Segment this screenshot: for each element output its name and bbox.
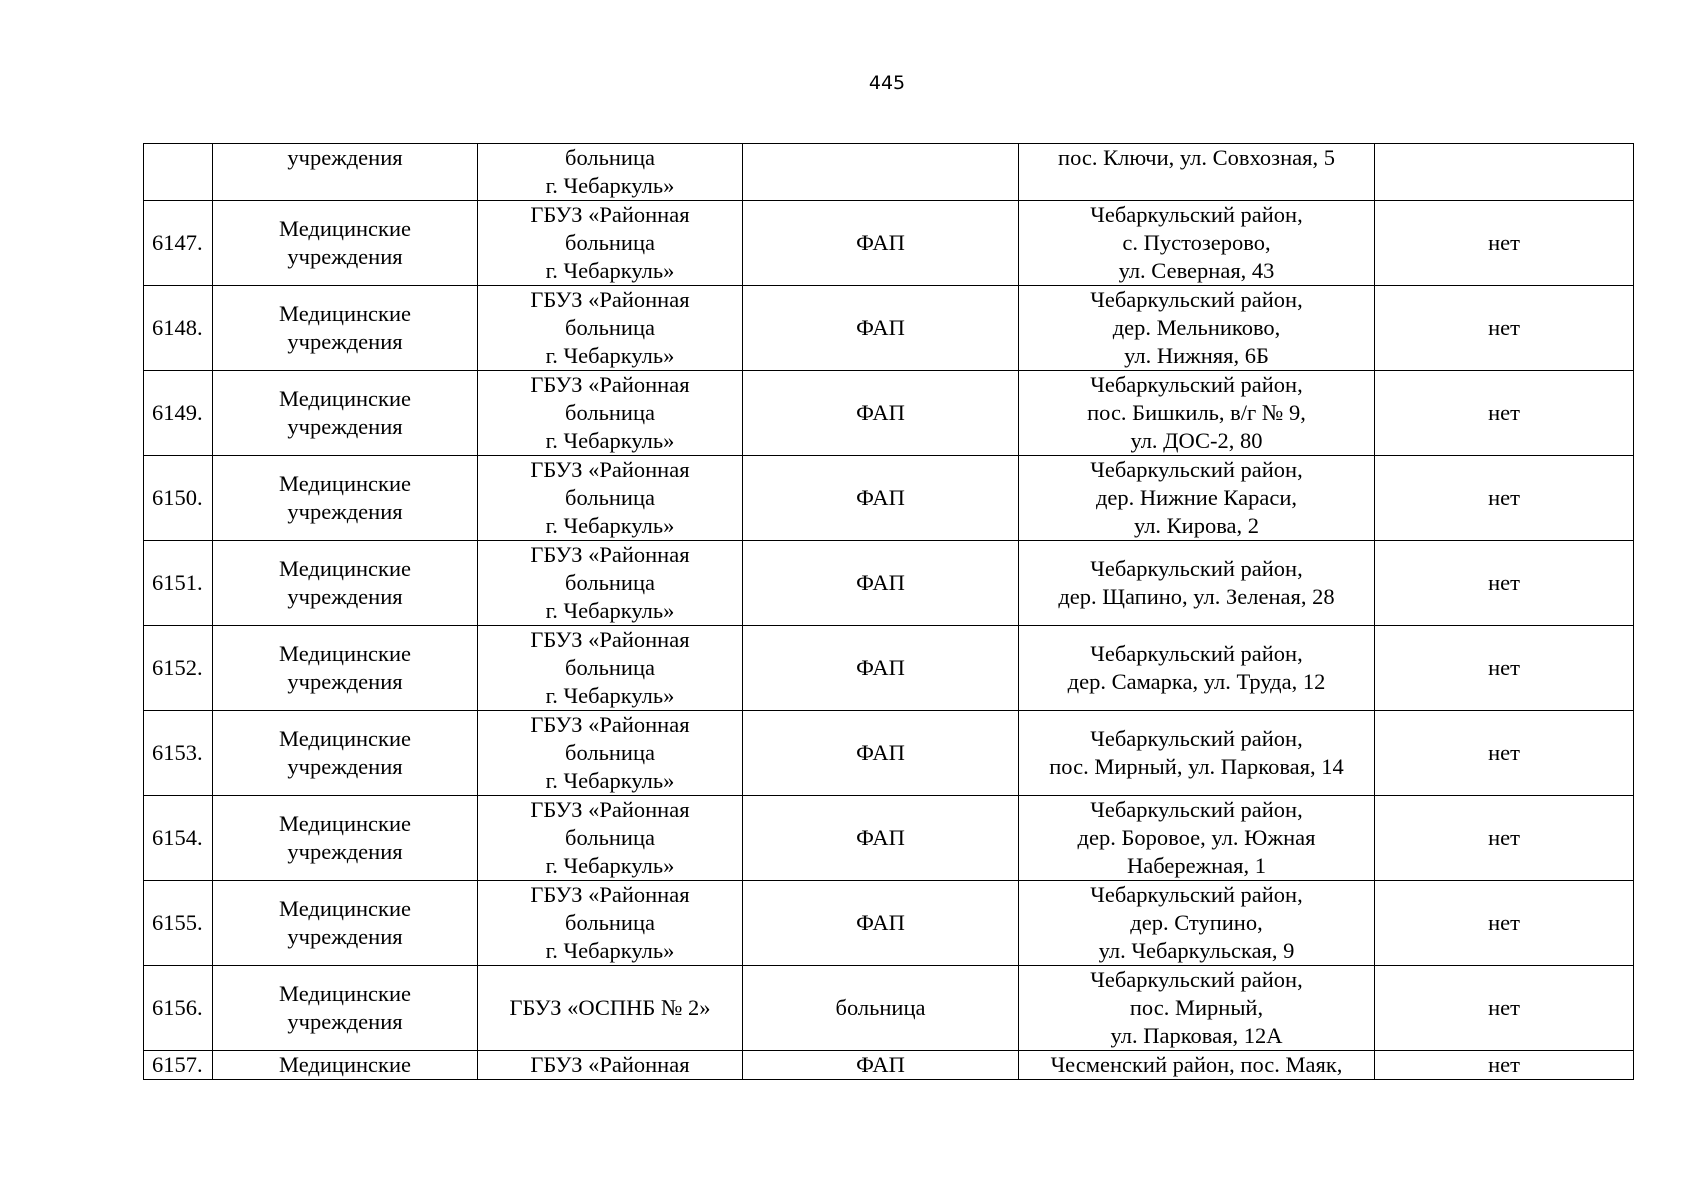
- cell-line: ФАП: [856, 570, 905, 595]
- facility-type-cell: [743, 541, 1019, 626]
- organization-cell: [478, 1051, 743, 1080]
- cell-line: ГБУЗ «Районная: [530, 1052, 690, 1077]
- cell-line: учреждения: [287, 669, 403, 694]
- cell-line: больница: [835, 995, 926, 1020]
- row-number-cell: 6149.: [144, 371, 213, 456]
- cell-line: больница: [565, 740, 655, 765]
- organization-cell: [478, 881, 743, 966]
- row-number-cell: 6147.: [144, 201, 213, 286]
- note-cell: нет: [1375, 796, 1634, 881]
- facility-type-cell: [743, 456, 1019, 541]
- cell-line: Чебаркульский район,: [1090, 202, 1303, 227]
- facility-type-cell: [743, 286, 1019, 371]
- cell-line: ГБУЗ «ОСПНБ № 2»: [509, 995, 711, 1020]
- row-number-cell: 6148.: [144, 286, 213, 371]
- cell-line: учреждения: [287, 244, 403, 269]
- cell-line: ФАП: [856, 655, 905, 680]
- cell-line: больница: [565, 400, 655, 425]
- page-number: 445: [868, 72, 906, 94]
- cell-line: больница: [565, 485, 655, 510]
- cell-line: ФАП: [856, 230, 905, 255]
- cell-line: ФАП: [856, 740, 905, 765]
- cell-line: г. Чебаркуль»: [545, 258, 675, 283]
- row-number-cell: 6157.: [144, 1051, 213, 1080]
- category-cell: [213, 881, 478, 966]
- category-cell: [213, 711, 478, 796]
- organization-cell: [478, 796, 743, 881]
- note-cell: нет: [1375, 286, 1634, 371]
- cell-line: Чебаркульский район,: [1090, 372, 1303, 397]
- cell-line: ГБУЗ «Районная: [530, 797, 690, 822]
- cell-line: ул. ДОС-2, 80: [1130, 428, 1263, 453]
- note-cell: нет: [1375, 201, 1634, 286]
- cell-line: дер. Ступино,: [1130, 910, 1263, 935]
- organization-cell: [478, 144, 743, 201]
- cell-line: учреждения: [287, 839, 403, 864]
- facility-type-cell: [743, 371, 1019, 456]
- cell-line: больница: [565, 315, 655, 340]
- row-number-cell: 6155.: [144, 881, 213, 966]
- cell-line: учреждения: [287, 584, 403, 609]
- cell-line: Медицинские: [279, 471, 411, 496]
- table-row: [144, 796, 1634, 881]
- cell-line: Чесменский район, пос. Маяк,: [1050, 1052, 1343, 1077]
- cell-line: учреждения: [287, 499, 403, 524]
- cell-line: учреждения: [287, 329, 403, 354]
- facility-type-cell: [743, 626, 1019, 711]
- cell-line: ул. Парковая, 12А: [1110, 1023, 1283, 1048]
- note-cell: нет: [1375, 966, 1634, 1051]
- cell-line: ГБУЗ «Районная: [530, 457, 690, 482]
- facility-type-cell: [743, 966, 1019, 1051]
- cell-line: Медицинские: [279, 811, 411, 836]
- table-row: [144, 966, 1634, 1051]
- cell-line: Медицинские: [279, 301, 411, 326]
- organization-cell: [478, 286, 743, 371]
- cell-line: пос. Бишкиль, в/г № 9,: [1087, 400, 1306, 425]
- cell-line: ул. Чебаркульская, 9: [1098, 938, 1295, 963]
- cell-line: больница: [565, 655, 655, 680]
- category-cell: [213, 541, 478, 626]
- organization-cell: [478, 201, 743, 286]
- note-cell: нет: [1375, 1051, 1634, 1080]
- table-row: [144, 371, 1634, 456]
- cell-line: больница: [565, 825, 655, 850]
- table-row: [144, 541, 1634, 626]
- cell-line: Чебаркульский район,: [1090, 882, 1303, 907]
- address-cell: [1019, 626, 1375, 711]
- note-cell: нет: [1375, 541, 1634, 626]
- table-row: [144, 881, 1634, 966]
- cell-line: ГБУЗ «Районная: [530, 882, 690, 907]
- note-cell: нет: [1375, 881, 1634, 966]
- facility-type-cell: [743, 881, 1019, 966]
- facility-type-cell: [743, 201, 1019, 286]
- table-row: [144, 711, 1634, 796]
- row-number-cell: [144, 144, 213, 201]
- cell-line: ул. Нижняя, 6Б: [1124, 343, 1269, 368]
- table-row: [144, 201, 1634, 286]
- organization-cell: [478, 371, 743, 456]
- cell-line: ФАП: [856, 825, 905, 850]
- organization-cell: [478, 711, 743, 796]
- note-cell: [1375, 144, 1634, 201]
- cell-line: г. Чебаркуль»: [545, 938, 675, 963]
- cell-line: ГБУЗ «Районная: [530, 372, 690, 397]
- address-cell: [1019, 1051, 1375, 1080]
- address-cell: [1019, 456, 1375, 541]
- cell-line: Чебаркульский район,: [1090, 457, 1303, 482]
- cell-line: г. Чебаркуль»: [545, 428, 675, 453]
- facility-type-cell: [743, 1051, 1019, 1080]
- cell-line: г. Чебаркуль»: [545, 513, 675, 538]
- cell-line: г. Чебаркуль»: [545, 768, 675, 793]
- row-number-cell: 6152.: [144, 626, 213, 711]
- cell-line: г. Чебаркуль»: [545, 173, 675, 198]
- cell-line: пос. Мирный, ул. Парковая, 14: [1049, 754, 1344, 779]
- category-cell: [213, 144, 478, 201]
- cell-line: учреждения: [287, 924, 403, 949]
- organization-cell: [478, 966, 743, 1051]
- address-cell: [1019, 201, 1375, 286]
- cell-line: ГБУЗ «Районная: [530, 202, 690, 227]
- row-number-cell: 6154.: [144, 796, 213, 881]
- cell-line: ФАП: [856, 1052, 905, 1077]
- cell-line: г. Чебаркуль»: [545, 683, 675, 708]
- address-cell: [1019, 144, 1375, 201]
- cell-line: учреждения: [287, 754, 403, 779]
- cell-line: Чебаркульский район,: [1090, 556, 1303, 581]
- cell-line: ФАП: [856, 910, 905, 935]
- category-cell: [213, 796, 478, 881]
- cell-line: учреждения: [287, 145, 403, 170]
- organization-cell: [478, 541, 743, 626]
- cell-line: пос. Мирный,: [1129, 995, 1264, 1020]
- cell-line: ФАП: [856, 485, 905, 510]
- table-row: [144, 456, 1634, 541]
- facilities-table: [143, 143, 1634, 1080]
- category-cell: [213, 966, 478, 1051]
- cell-line: ФАП: [856, 315, 905, 340]
- table-row: [144, 626, 1634, 711]
- category-cell: [213, 286, 478, 371]
- row-number-cell: 6153.: [144, 711, 213, 796]
- facility-type-cell: [743, 711, 1019, 796]
- cell-line: Медицинские: [279, 726, 411, 751]
- cell-line: пос. Ключи, ул. Совхозная, 5: [1058, 145, 1335, 170]
- cell-line: Чебаркульский район,: [1090, 797, 1303, 822]
- cell-line: больница: [565, 910, 655, 935]
- row-number-cell: 6150.: [144, 456, 213, 541]
- facility-type-cell: [743, 144, 1019, 201]
- note-cell: нет: [1375, 456, 1634, 541]
- address-cell: [1019, 966, 1375, 1051]
- cell-line: дер. Нижние Караси,: [1095, 485, 1298, 510]
- cell-line: с. Пустозерово,: [1122, 230, 1271, 255]
- cell-line: Чебаркульский район,: [1090, 726, 1303, 751]
- cell-line: дер. Мельниково,: [1112, 315, 1281, 340]
- cell-line: дер. Щапино, ул. Зеленая, 28: [1058, 584, 1335, 609]
- cell-line: больница: [565, 145, 655, 170]
- table-row: [144, 1051, 1634, 1080]
- address-cell: [1019, 286, 1375, 371]
- cell-line: г. Чебаркуль»: [545, 853, 675, 878]
- cell-line: Медицинские: [279, 216, 411, 241]
- organization-cell: [478, 626, 743, 711]
- note-cell: нет: [1375, 371, 1634, 456]
- cell-line: дер. Боровое, ул. Южная: [1077, 825, 1316, 850]
- row-number-cell: 6156.: [144, 966, 213, 1051]
- category-cell: [213, 1051, 478, 1080]
- cell-line: ул. Кирова, 2: [1133, 513, 1260, 538]
- table-row: [144, 144, 1634, 201]
- address-cell: [1019, 371, 1375, 456]
- cell-line: Медицинские: [279, 896, 411, 921]
- address-cell: [1019, 796, 1375, 881]
- cell-line: Набережная, 1: [1126, 853, 1267, 878]
- cell-line: ГБУЗ «Районная: [530, 712, 690, 737]
- row-number-cell: 6151.: [144, 541, 213, 626]
- category-cell: [213, 201, 478, 286]
- cell-line: ФАП: [856, 400, 905, 425]
- cell-line: ул. Северная, 43: [1118, 258, 1275, 283]
- address-cell: [1019, 711, 1375, 796]
- address-cell: [1019, 881, 1375, 966]
- cell-line: Медицинские: [279, 556, 411, 581]
- cell-line: больница: [565, 230, 655, 255]
- cell-line: Чебаркульский район,: [1090, 967, 1303, 992]
- cell-line: ГБУЗ «Районная: [530, 542, 690, 567]
- cell-line: г. Чебаркуль»: [545, 343, 675, 368]
- cell-line: Медицинские: [279, 1052, 411, 1077]
- cell-line: учреждения: [287, 414, 403, 439]
- cell-line: Чебаркульский район,: [1090, 287, 1303, 312]
- note-cell: нет: [1375, 626, 1634, 711]
- cell-line: дер. Самарка, ул. Труда, 12: [1067, 669, 1326, 694]
- address-cell: [1019, 541, 1375, 626]
- cell-line: Чебаркульский район,: [1090, 641, 1303, 666]
- cell-line: учреждения: [287, 1009, 403, 1034]
- cell-line: Медицинские: [279, 641, 411, 666]
- note-cell: нет: [1375, 711, 1634, 796]
- cell-line: Медицинские: [279, 981, 411, 1006]
- cell-line: ГБУЗ «Районная: [530, 287, 690, 312]
- cell-line: ГБУЗ «Районная: [530, 627, 690, 652]
- organization-cell: [478, 456, 743, 541]
- cell-line: г. Чебаркуль»: [545, 598, 675, 623]
- category-cell: [213, 456, 478, 541]
- cell-line: больница: [565, 570, 655, 595]
- category-cell: [213, 626, 478, 711]
- category-cell: [213, 371, 478, 456]
- facility-type-cell: [743, 796, 1019, 881]
- cell-line: Медицинские: [279, 386, 411, 411]
- table-row: [144, 286, 1634, 371]
